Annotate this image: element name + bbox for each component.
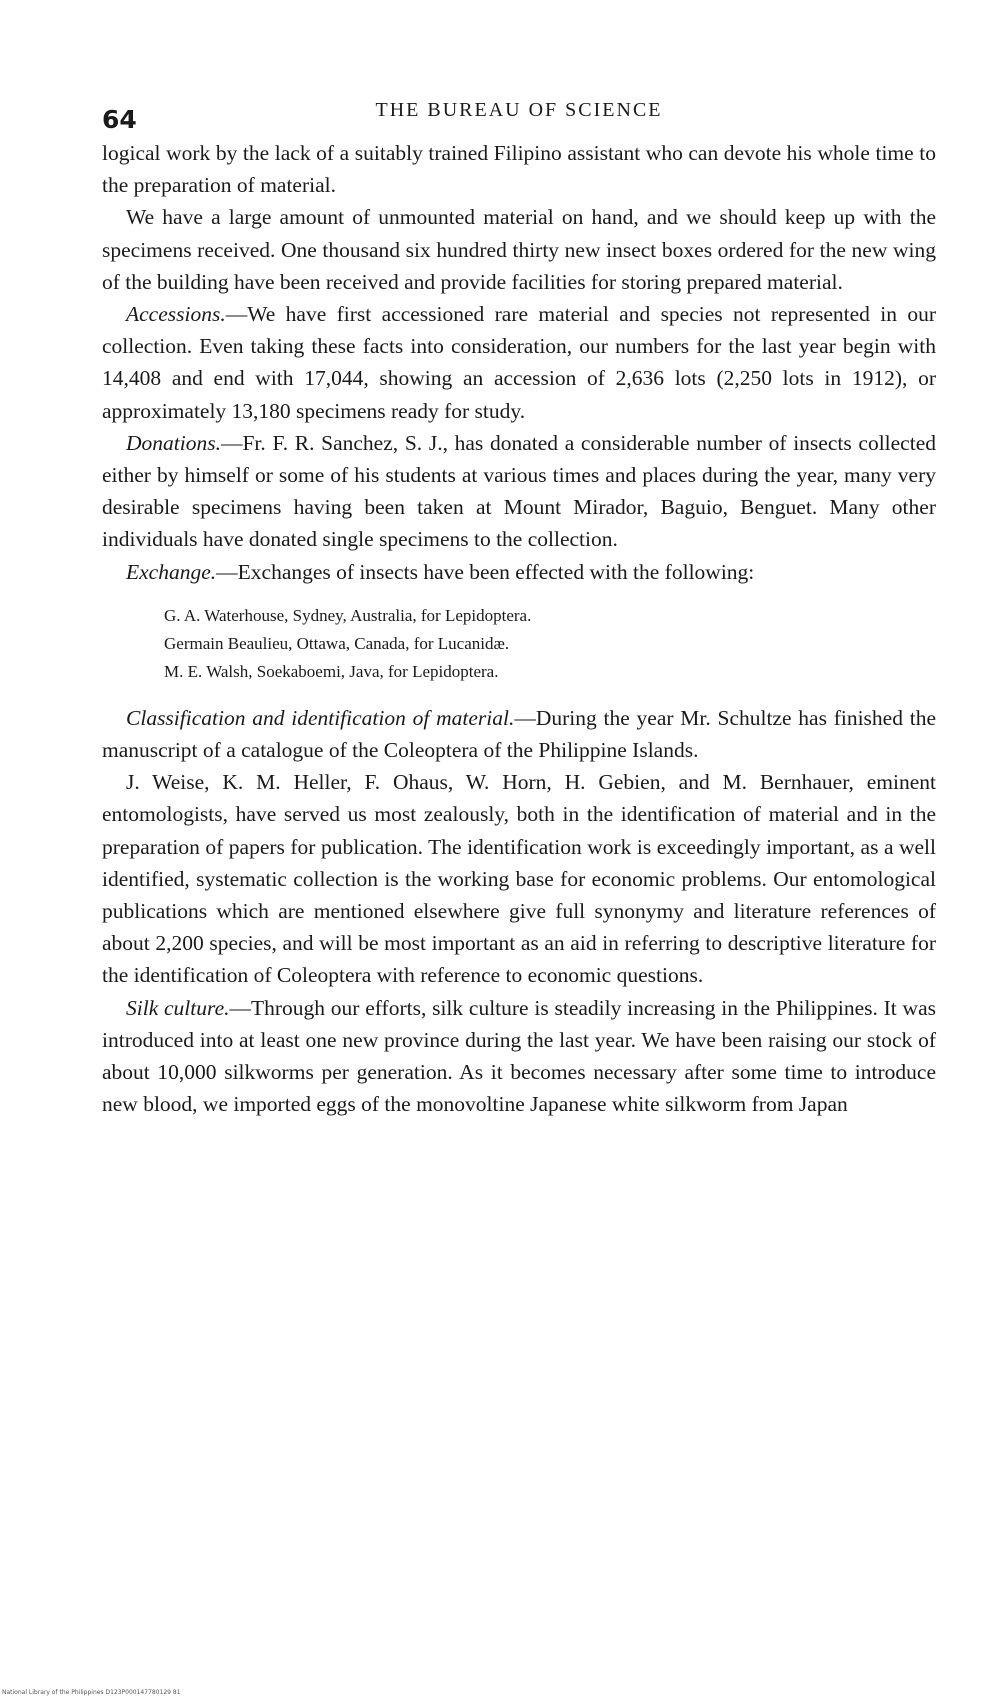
silk-culture-text: —Through our efforts, silk culture is steadily increasing in the Philippines. It was introduced into at least one new province during the last year. We have been raising our stock of about 10,000 silkworms per generation. As it becomes necessary after some time to introduce new blood, we imported eggs of the monovoltine Japanese white silkworm from Japan bbox=[102, 995, 936, 1117]
exchange-heading: Exchange. bbox=[126, 559, 217, 584]
exchange-item: M. E. Walsh, Soekaboemi, Java, for Lepidoptera. bbox=[164, 661, 499, 681]
exchange-item: Germain Beaulieu, Ottawa, Canada, for Lucanidæ. bbox=[164, 633, 510, 653]
accessions-text: —We have first accessioned rare material and species not represented in our collection. Even taking these facts into consideration, our numbers for the last year begin with 14,408 and end with 17,044, showing an accession of 2,636 lots (2,250 lots in 1912), or approximately 13,180 specimens ready for study. bbox=[102, 302, 936, 423]
classification-text: —During the year Mr. Schultze has finished the manuscript of a catalogue of the Coleoptera of the Philippine Islands. bbox=[102, 705, 936, 763]
exchange-item: G. A. Waterhouse, Sydney, Australia, for Lepidoptera. bbox=[164, 605, 532, 625]
paragraph-entomologists: J. Weise, K. M. Heller, F. Ohaus, W. Horn, H. Gebien, and M. Bernhauer, eminent entomologists, have served us most zealously, both in the identification of material and in the preparation of papers for publication. The identification work is exceedingly important, as a well identified, systematic collection is the working base for economic problems. Our entomological publications which are mentioned elsewhere give full synonymy and literature references of about 2,200 species, and will be most important as an aid in referring to descriptive literature for the identification of Coleoptera with reference to economic questions. bbox=[102, 770, 936, 988]
body-text bbox=[102, 137, 936, 1120]
library-stamp: National Library of the Philippines D123P000147780129 81 bbox=[2, 1689, 181, 1696]
paragraph-continuation: logical work by the lack of a suitably trained Filipino assistant who can devote his whole time to the preparation of material. bbox=[102, 141, 936, 198]
accessions-heading: Accessions. bbox=[126, 302, 226, 327]
exchange-list bbox=[164, 602, 936, 686]
paragraph-classification bbox=[102, 702, 936, 766]
paragraph-silk-culture bbox=[102, 992, 936, 1121]
running-head bbox=[102, 95, 936, 137]
paragraph-accessions bbox=[102, 298, 936, 427]
paragraph-exchange bbox=[102, 556, 936, 588]
donations-heading: Donations. bbox=[126, 430, 221, 455]
donations-text: —Fr. F. R. Sanchez, S. J., has donated a considerable number of insects collected either by himself or some of his students at various times and places during the year, many very desirable specimens having been taken at Mount Mirador, Baguio, Benguet. Many other individuals have donated single specimens to the collection. bbox=[102, 430, 936, 552]
page-number: 64 bbox=[102, 105, 137, 134]
paragraph-unmounted-material: We have a large amount of unmounted material on hand, and we should keep up with the specimens received. One thousand six hundred thirty new insect boxes ordered for the new wing of the building have been received and provide facilities for storing prepared material. bbox=[102, 205, 936, 294]
paragraph-donations bbox=[102, 427, 936, 556]
running-title: THE BUREAU OF SCIENCE bbox=[375, 99, 663, 121]
classification-heading: Classification and identification of material. bbox=[126, 705, 515, 730]
silk-culture-heading: Silk culture. bbox=[126, 995, 230, 1020]
exchange-text: —Exchanges of insects have been effected with the following: bbox=[216, 559, 755, 584]
